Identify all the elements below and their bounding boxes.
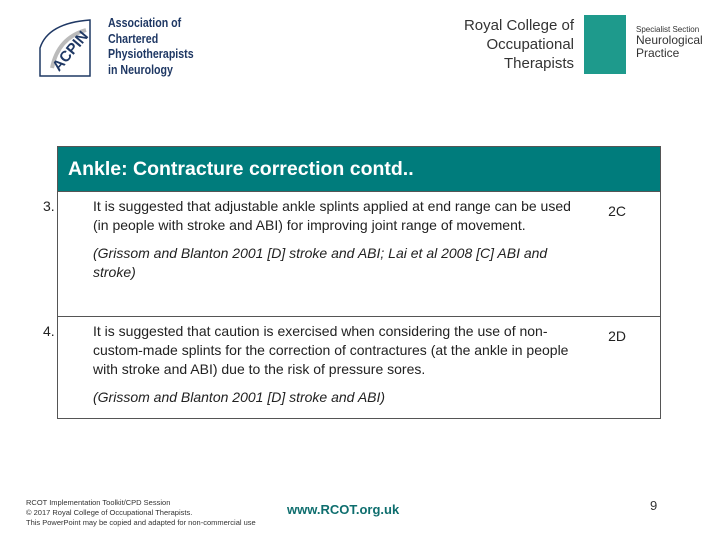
section-name-line: Practice bbox=[636, 46, 680, 60]
acpin-logo bbox=[38, 18, 94, 78]
page-number: 9 bbox=[650, 498, 658, 513]
table-title: Ankle: Contracture correction contd.. bbox=[58, 147, 661, 192]
table-row bbox=[58, 192, 661, 317]
section-name-line: Neurological bbox=[636, 33, 703, 47]
specialist-section bbox=[636, 25, 703, 60]
footer-line: © 2017 Royal College of Occupational Therapists. bbox=[26, 508, 193, 517]
reference-text: (Grissom and Blanton 2001 [D] stroke and ABI) bbox=[93, 389, 386, 405]
acpin-name bbox=[108, 16, 194, 78]
grade: 2C bbox=[608, 203, 626, 219]
rcot-line: Occupational bbox=[486, 36, 574, 53]
row-number: 4. bbox=[43, 323, 55, 339]
acpin-line: Physiotherapists bbox=[108, 47, 194, 61]
footer-line: RCOT Implementation Toolkit/CPD Session bbox=[26, 498, 171, 507]
svg-text:ACPIN: ACPIN bbox=[49, 27, 93, 75]
rcot-line: Therapists bbox=[503, 55, 574, 72]
footer-line: This PowerPoint may be copied and adapted for non-commercial use bbox=[26, 518, 256, 527]
table-row bbox=[58, 317, 661, 419]
footer-notice bbox=[26, 498, 256, 528]
recommendations-table bbox=[43, 146, 661, 419]
reference-text: (Grissom and Blanton 2001 [D] stroke and ABI; Lai et al 2008 [C] ABI and stroke) bbox=[93, 245, 548, 280]
recommendation-text: It is suggested that adjustable ankle splints applied at end range can be used (in people with stroke and ABI) for improving joint range of movement. bbox=[93, 198, 571, 233]
row-number: 3. bbox=[43, 198, 55, 214]
specialist-section-label: Specialist Section bbox=[636, 25, 700, 34]
grade: 2D bbox=[608, 328, 626, 344]
rcot-line: Royal College of bbox=[463, 17, 574, 34]
website-link[interactable]: www.RCOT.org.uk bbox=[287, 502, 400, 517]
acpin-line: Chartered bbox=[108, 31, 159, 46]
acpin-line: in Neurology bbox=[108, 62, 173, 77]
acpin-line: Association of bbox=[108, 16, 182, 30]
rcot-name bbox=[464, 16, 574, 73]
recommendation-text: It is suggested that caution is exercised when considering the use of non-custom-made splints for the correction of contractures (at the ankle in people with stroke and ABI) due to the risk of pressure sores. bbox=[93, 323, 569, 377]
rcot-logo-icon bbox=[584, 15, 626, 74]
